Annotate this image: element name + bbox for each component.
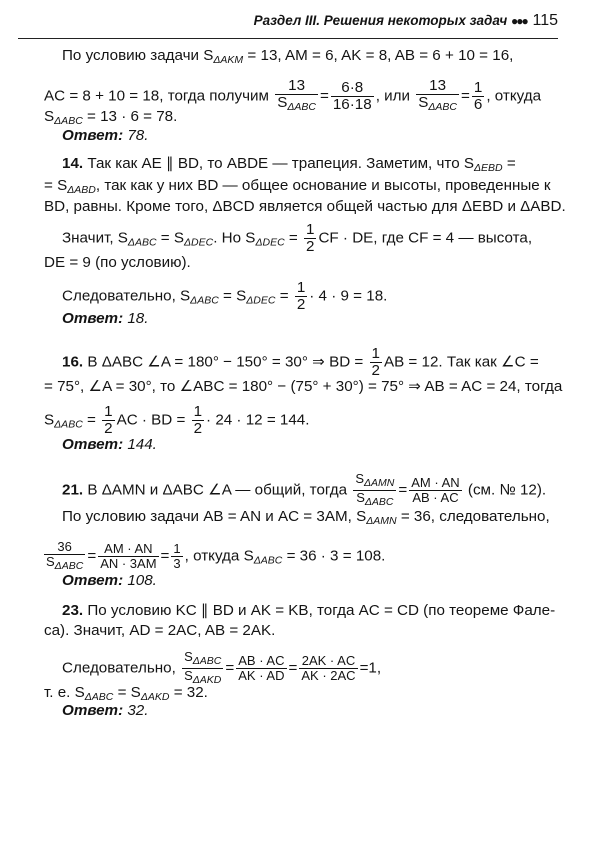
fraction: $\frac{1}{2}$ bbox=[296, 279, 306, 313]
fraction: $\frac{S_{\Delta AMN}}{S_{\Delta ABC}}$ bbox=[355, 471, 395, 508]
fraction: $\frac{1}{2}$ bbox=[371, 345, 380, 379]
text-line: $S_{\Delta ABC} = 13 \cdot 6 = 78$. bbox=[44, 108, 178, 127]
text-line: 21. В ΔAMN и ΔABC ∠A — общий, тогда $\frac{S_{\Delta AMN}}{S_{\Delta ABC}}$ = $\frac{AM \cdot AN}{AB \cdot AC}$ (см. № 12). bbox=[62, 471, 547, 508]
header-text bbox=[254, 12, 558, 30]
answer: Ответ: 18. bbox=[62, 310, 149, 327]
text-line: По условию задачи AB = AN и AC = 3AM, $S_{\Delta AMN} = 36$, следовательно, bbox=[62, 508, 550, 527]
fraction: $\frac{S_{\Delta ABC}}{S_{\Delta AKD}}$ bbox=[184, 649, 222, 686]
fraction: $\frac{13}{S_{\Delta ABC}}$ bbox=[418, 77, 457, 113]
answer: Ответ: 144. bbox=[62, 436, 157, 453]
fraction: $\frac{AM \cdot AN}{AB \cdot AC}$ bbox=[411, 475, 460, 505]
page-number: 115 bbox=[532, 12, 558, 29]
text-line: $S_{\Delta ABC}$ = $\frac{1}{2}$ AC · BD = $\frac{1}{2}$ · 24 · 12 = 144. bbox=[44, 403, 310, 437]
text-line: Следовательно, $S_{\Delta ABC} = S_{\Delta DEC}$ = $\frac{1}{2}$ · 4 · 9 = 18. bbox=[62, 279, 388, 313]
fraction: $\frac{1}{3}$ bbox=[173, 541, 181, 571]
running-header bbox=[18, 8, 558, 39]
text-line: BD, равны. Кроме того, ΔBCD является общей частью для ΔEBD и ΔABD. bbox=[44, 198, 566, 215]
text-line: Следовательно, $\frac{S_{\Delta ABC}}{S_{\Delta AKD}}$ = $\frac{AB \cdot AC}{AK \cdot AD}$ = $\frac{2AK \cdot AC}{AK \cdot 2AC}$ =1, bbox=[62, 649, 382, 686]
fraction: $\frac{1}{6}$ bbox=[473, 79, 483, 113]
text-line: = $S_{\Delta ABD}$, так как у них BD — общее основание и высоты, проведенные к bbox=[44, 177, 551, 196]
section-title: Раздел III. Решения некоторых задач bbox=[253, 13, 508, 28]
fraction: $\frac{2AK \cdot AC}{AK \cdot 2AC}$ bbox=[301, 653, 356, 683]
fraction: $\frac{13}{S_{\Delta ABC}}$ bbox=[277, 77, 316, 113]
answer: Ответ: 32. bbox=[62, 702, 149, 719]
fraction: $\frac{1}{2}$ bbox=[306, 221, 315, 255]
text-line: т. е. $S_{\Delta ABC} = S_{\Delta AKD} = 32$. bbox=[44, 684, 208, 703]
text-line: DE = 9 (по условию). bbox=[44, 254, 191, 271]
answer: Ответ: 78. bbox=[62, 127, 149, 144]
fraction: $\frac{1}{2}$ bbox=[104, 403, 113, 437]
fraction: $\frac{AM \cdot AN}{AN \cdot 3AM}$ bbox=[100, 541, 157, 571]
fraction: $\frac{AB \cdot AC}{AK \cdot AD}$ bbox=[238, 653, 285, 683]
fraction: $\frac{36}{S_{\Delta ABC}}$ bbox=[46, 539, 84, 572]
header-dots: ●●● bbox=[510, 14, 527, 28]
text-line: $\frac{36}{S_{\Delta ABC}}$ = $\frac{AM \cdot AN}{AN \cdot 3AM}$ = $\frac{1}{3}$ , откуда $S_{\Delta ABC} = 36 \cdot 3 = 108$. bbox=[46, 539, 386, 572]
answer: Ответ: 108. bbox=[62, 572, 157, 589]
text-line: са). Значит, AD = 2AC, AB = 2AK. bbox=[44, 622, 276, 639]
text-line: 23. По условию KC ∥ BD и AK = KB, тогда AC = CD (по теореме Фале- bbox=[62, 602, 556, 619]
fraction: $\frac{6\cdot 8}{16\cdot 18}$ bbox=[332, 79, 372, 113]
fraction: $\frac{1}{2}$ bbox=[193, 403, 203, 437]
text-line: 16. В ΔABC ∠A = 180° − 150° = 30° ⇒ BD = $\frac{1}{2}$ AB = 12. Так как ∠C = bbox=[62, 345, 539, 379]
text-line: По условию задачи $S_{\Delta AKM} = 13$, AM = 6, AK = 8, AB = 6 + 10 = 16, bbox=[62, 47, 514, 66]
text-line: AC = 8 + 10 = 18, тогда получим $\frac{13}{S_{\Delta ABC}}$ = $\frac{6\cdot 8}{16\cdot 18}$ , или $\frac{13}{S_{\Delta ABC}}$ = $\frac{1}{6}$ , откуда bbox=[44, 77, 542, 113]
text-line: 14. Так как AE ∥ BD, то ABDE — трапеция. Заметим, что $S_{\Delta EBD}$ = bbox=[62, 155, 516, 174]
text-line: Значит, $S_{\Delta ABC} = S_{\Delta DEC}$. Но $S_{\Delta DEC}$ = $\frac{1}{2}$ CF · DE, где CF = 4 — высота, bbox=[62, 221, 533, 255]
text-line: = 75°, ∠A = 30°, то ∠ABC = 180° − (75° + 30°) = 75° ⇒ AB = AC = 24, тогда bbox=[44, 378, 563, 395]
